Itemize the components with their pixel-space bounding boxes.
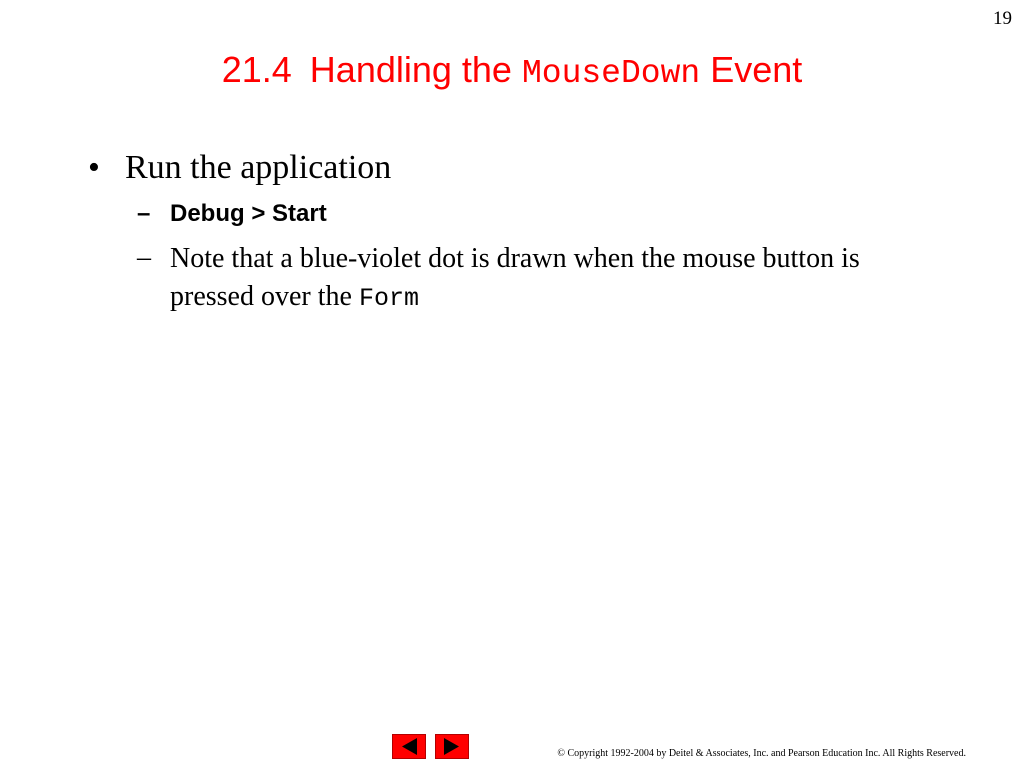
sub-bullet-item — [135, 196, 930, 232]
sub-bullet-item — [135, 240, 930, 318]
bullet-marker: • — [88, 149, 100, 186]
sub-bullet-marker: – — [137, 242, 151, 273]
sub-bullet-code: Form — [358, 284, 419, 313]
slide-content — [88, 146, 948, 326]
next-slide-button[interactable] — [435, 734, 469, 759]
arrow-left-icon — [393, 735, 425, 758]
arrow-right-icon — [436, 735, 468, 758]
copyright-notice: © Copyright 1992-2004 by Deitel & Associates, Inc. and Pearson Education Inc. All Rights Reserved. — [557, 748, 966, 759]
bullet-item — [88, 146, 948, 190]
bullet-text: Run the application — [125, 149, 392, 186]
title-suffix: Event — [710, 49, 803, 90]
title-prefix: Handling the — [309, 49, 512, 90]
sub-bullet-marker: – — [137, 200, 151, 227]
section-number: 21.4 — [221, 49, 292, 90]
sub-bullet-text — [170, 243, 860, 312]
previous-slide-button[interactable] — [392, 734, 426, 759]
sub-bullet-list — [135, 196, 948, 318]
slide-title — [0, 48, 1024, 96]
page-number: 19 — [993, 8, 1012, 29]
sub-bullet-text: Debug > Start — [170, 200, 327, 227]
title-code: MouseDown — [521, 55, 701, 92]
sub-bullet-text-main: Note that a blue-violet dot is drawn when the mouse button is pressed over the — [170, 243, 860, 312]
